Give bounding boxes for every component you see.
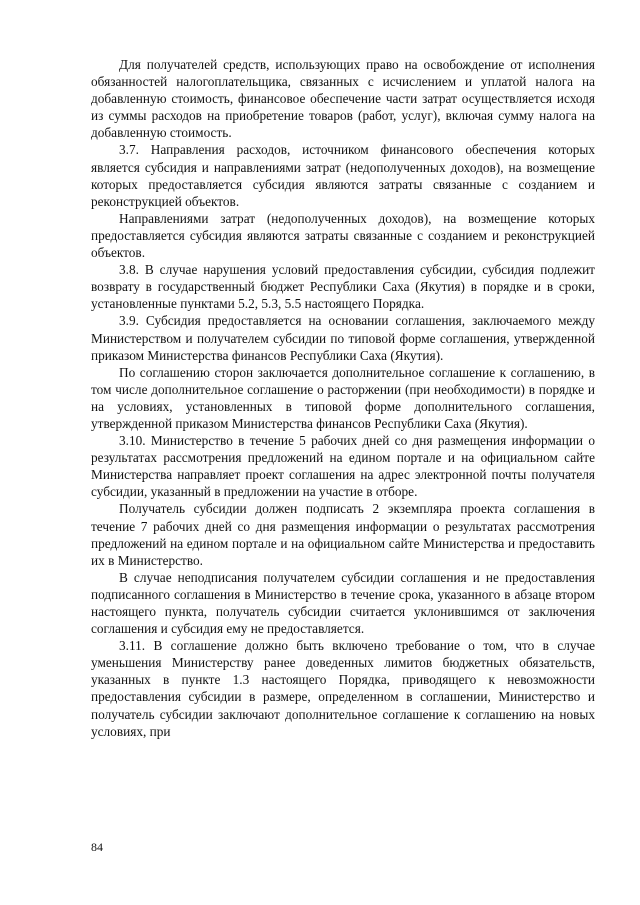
paragraph-3-9: 3.9. Субсидия предоставляется на основании соглашения, заключаемого между Министерством и получателем субсидии по типовой форме соглашения, утвержденной приказом Министерства финансов Республики Саха (Якутия). bbox=[91, 313, 595, 363]
paragraph-additional-agreement: По соглашению сторон заключается дополнительное соглашение к соглашению, в том числе дополнительное соглашение о расторжении (при необходимости) в порядке и на условиях, установленных в типовой форме дополнительного соглашения, утвержденной приказом Министерства финансов Республики Саха (Якутия). bbox=[91, 364, 595, 431]
paragraph-3-8: 3.8. В случае нарушения условий предоставления субсидии, субсидия подлежит возврату в государственный бюджет Республики Саха (Якутия) в порядке и в сроки, установленные пунктами 5.2, 5.3, 5.5 настоящего Порядка. bbox=[91, 262, 595, 312]
paragraph-3-11: 3.11. В соглашение должно быть включено требование о том, что в случае уменьшения Министерству ранее доведенных лимитов бюджетных обязательств, указанных в пункте 1.3 настоящего Порядка, приводящего к невозможности предоставления субсидии в размере, определенном в соглашении, Министерство и получатель субсидии заключают дополнительное соглашение к соглашению на новых условиях, при bbox=[91, 638, 595, 739]
paragraph-vat-exemption: Для получателей средств, использующих право на освобождение от исполнения обязанностей налогоплательщика, связанных с исчислением и уплатой налога на добавленную стоимость, финансовое обеспечение части затрат осуществляется исходя из суммы расходов на приобретение товаров (работ, услуг), включая сумму налога на добавленную стоимость. bbox=[91, 57, 595, 141]
page-number: 84 bbox=[91, 840, 103, 854]
paragraph-cost-directions: Направлениями затрат (недополученных доходов), на возмещение которых предоставляется субсидия являются затраты связанные с созданием и реконструкцией объектов. bbox=[91, 210, 595, 261]
paragraph-recipient-signing: Получатель субсидии должен подписать 2 экземпляра проекта соглашения в течение 7 рабочих дней со дня размещения информации о результатах рассмотрения предложений на едином портале и на официальном сайте Министерства и предоставить их в Министерство. bbox=[91, 501, 595, 568]
paragraph-non-signing: В случае неподписания получателем субсидии соглашения и не предоставления подписанного соглашения в Министерство в течение срока, указанного в абзаце втором настоящего пункта, получатель субсидии считается уклонившимся от заключения соглашения и субсидия ему не предоставляется. bbox=[91, 569, 595, 637]
paragraph-3-10: 3.10. Министерство в течение 5 рабочих дней со дня размещения информации о результатах рассмотрения предложений на едином портале и на официальном сайте Министерства направляет проект соглашения на адрес электронной почты получателя субсидии, указанный в предложении на участие в отборе. bbox=[91, 433, 595, 500]
document-page bbox=[91, 56, 595, 740]
paragraph-3-7: 3.7. Направления расходов, источником финансового обеспечения которых является субсидия и направлениями затрат (недополученных доходов), на возмещение которых предоставляется субсидия являются затраты связанные с созданием и реконструкцией объектов. bbox=[91, 142, 595, 209]
